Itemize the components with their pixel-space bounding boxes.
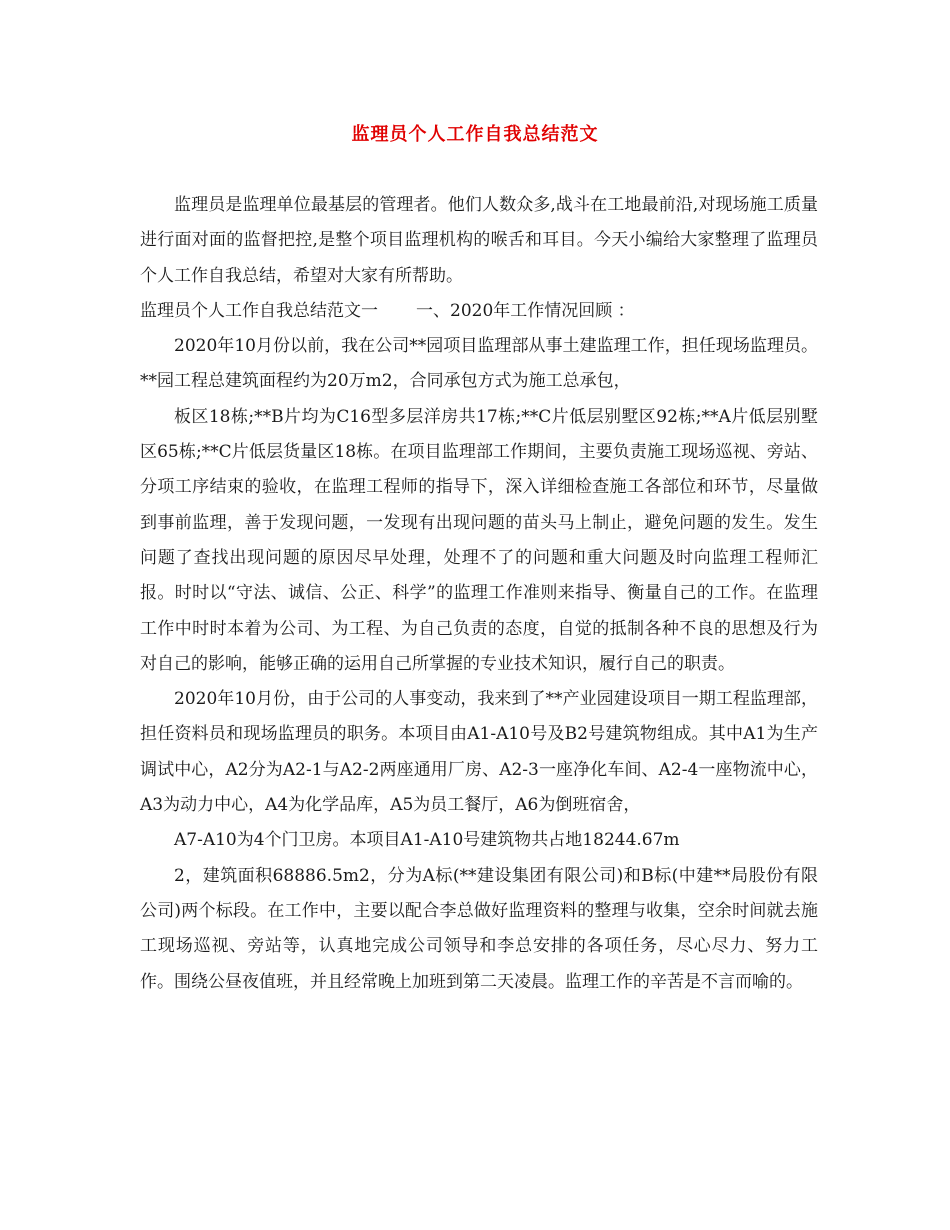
- intro-paragraph: 监理员是监理单位最基层的管理者。他们人数众多,战斗在工地最前沿,对现场施工质量进行面对面的监督把控,是整个项目监理机构的喉舌和耳目。今天小编给大家整理了监理员个人工作自我总结，希望对大家有所帮助。: [140, 195, 818, 286]
- paragraph-3: 板区18栋;**B片均为C16型多层洋房共17栋;**C片低层别墅区92栋;**A片低层别墅区65栋;**C片低层货量区18栋。在项目监理部工作期间，主要负责施工现场巡视、旁站、分项工序结束的验收，在监理工程师的指导下，深入详细检查施工各部位和环节，尽量做到事前监理，善于发现问题，一发现有出现问题的苗头马上制止，避免问题的发生。发生问题了查找出现问题的原因尽早处理，处理不了的问题和重大问题及时向监理工程师汇报。时时以“守法、诚信、公正、科学”的监理工作准则来指导、衡量自己的工作。在监理工作中时时本着为公司、为工程、为自己负责的态度，自觉的抵制各种不良的思想及行为对自己的影响，能够正确的运用自己所掌握的专业技术知识，履行自己的职责。: [140, 406, 818, 674]
- paragraph-5: A7-A10为4个门卫房。本项目A1-A10号建筑物共占地18244.67m: [174, 830, 680, 851]
- document-body: [140, 188, 818, 1000]
- paragraph-6: 2，建筑面积68886.5m2，分为A标(**建设集团有限公司)和B标(中建**局股份有限公司)两个标段。在工作中，主要以配合李总做好监理资料的整理与收集，空余时间就去施工现场巡视、旁站等，认真地完成公司领导和李总安排的各项任务，尽心尽力、努力工作。围绕公昼夜值班，并且经常晚上加班到第二天凌晨。监理工作的辛苦是不言而喻的。: [140, 865, 818, 992]
- paragraph-2: 2020年10月份以前，我在公司**园项目监理部从事土建监理工作，担任现场监理员。**园工程总建筑面程约为20万m2，合同承包方式为施工总承包，: [140, 336, 818, 392]
- paragraph-4: 2020年10月份，由于公司的人事变动，我来到了**产业园建设项目一期工程监理部，担任资料员和现场监理员的职务。本项目由A1-A10号及B2号建筑物组成。其中A1为生产调试中心，A2分为A2-1与A2-2两座通用厂房、A2-3一座净化车间、A2-4一座物流中心，A3为动力中心，A4为化学品库，A5为员工餐厅，A6为倒班宿舍，: [140, 689, 818, 816]
- section-heading-right: 一、2020年工作情况回顾 ：: [416, 300, 635, 321]
- section-heading-line: [140, 294, 818, 329]
- section-heading-left: 监理员个人工作自我总结范文一: [140, 300, 378, 321]
- document-title: 监理员个人工作自我总结范文: [351, 124, 599, 145]
